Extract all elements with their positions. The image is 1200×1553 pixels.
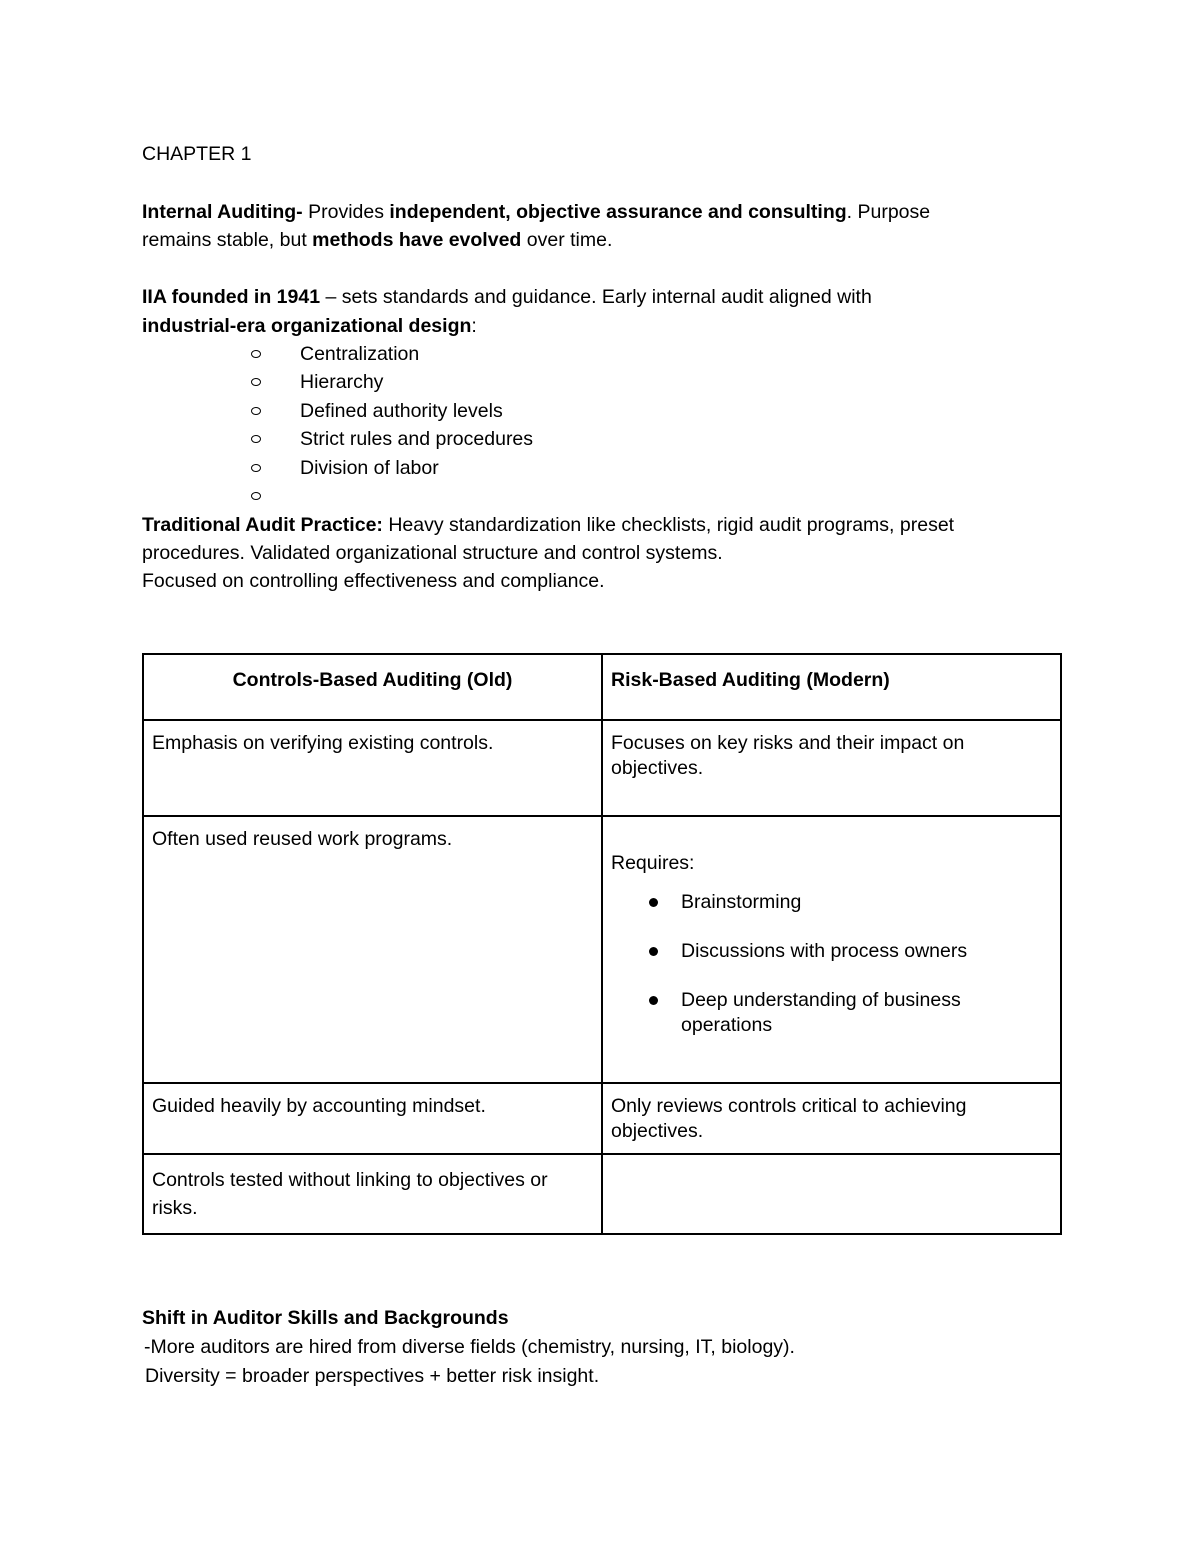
hollow-bullet-icon [251, 407, 261, 415]
hollow-bullet-icon [251, 435, 261, 443]
header-modern: Risk-Based Auditing (Modern) [602, 654, 1061, 720]
traditional-term: Traditional Audit Practice: [142, 514, 383, 536]
text-span: remains stable, but [142, 229, 313, 251]
shift-heading-text: Shift in Auditor Skills and Backgrounds [142, 1307, 509, 1329]
internal-auditing-line-2 [142, 226, 612, 254]
table-row [143, 1083, 1061, 1154]
list-item-text: Brainstorming [681, 891, 802, 913]
bold-span: independent, objective assurance and consulting [389, 201, 847, 223]
list-item [611, 890, 1052, 915]
shift-heading [142, 1304, 509, 1332]
iia-line-1 [142, 283, 872, 311]
shift-line-2: Diversity = broader perspectives + better risk insight. [145, 1365, 600, 1387]
iia-line-2 [142, 312, 477, 340]
bold-span: methods have evolved [312, 229, 522, 251]
comparison-table [142, 653, 1062, 1235]
text-span: – sets standards and guidance. Early internal audit aligned with [320, 286, 872, 308]
hollow-bullet-icon [251, 464, 261, 472]
cell-modern: Focuses on key risks and their impact on objectives. [602, 720, 1061, 816]
list-item-text: Hierarchy [300, 371, 384, 393]
text-span: Heavy standardization like checklists, rigid audit programs, preset [382, 514, 955, 536]
cell-modern [602, 816, 1061, 1083]
requires-label: Requires: [611, 852, 695, 874]
list-item-text: Strict rules and procedures [300, 428, 534, 450]
text-span: : [471, 315, 477, 337]
shift-line-1: -More auditors are hired from diverse fields (chemistry, nursing, IT, biology). [144, 1336, 795, 1358]
text-span: over time. [521, 229, 613, 251]
list-item-text: Division of labor [300, 457, 439, 479]
cell-old: Guided heavily by accounting mindset. [143, 1083, 602, 1154]
header-old: Controls-Based Auditing (Old) [143, 654, 602, 720]
list-item [611, 939, 1052, 964]
table-row [143, 720, 1061, 816]
internal-auditing-line-1 [142, 198, 930, 226]
list-item-text: Defined authority levels [300, 400, 503, 422]
list-item-text: Discussions with process owners [681, 940, 968, 962]
iia-founded-term: IIA founded in 1941 [142, 286, 321, 308]
text-span: . Purpose [846, 201, 931, 223]
cell-old: Emphasis on verifying existing controls. [143, 720, 602, 816]
cell-modern [602, 1154, 1061, 1234]
internal-auditing-term: Internal Auditing- [142, 201, 303, 223]
traditional-line-1 [142, 511, 954, 539]
bullet-icon [649, 947, 658, 956]
bullet-icon [649, 898, 658, 907]
industrial-era-term: industrial-era organizational design [142, 315, 472, 337]
requires-list [611, 890, 1052, 1038]
hollow-bullet-icon [251, 350, 261, 358]
cell-old: Controls tested without linking to objectives or risks. [143, 1154, 602, 1234]
chapter-title: CHAPTER 1 [142, 143, 252, 165]
text-span: Provides [302, 201, 390, 223]
table-header-row [143, 654, 1061, 720]
traditional-line-3: Focused on controlling effectiveness and compliance. [142, 570, 605, 592]
bullet-icon [649, 996, 658, 1005]
cell-modern: Only reviews controls critical to achieving objectives. [602, 1083, 1061, 1154]
hollow-bullet-icon [251, 492, 261, 500]
list-item-text: Deep understanding of business operations [681, 989, 961, 1036]
table-row [143, 1154, 1061, 1234]
cell-old: Often used reused work programs. [143, 816, 602, 1083]
table-row [143, 816, 1061, 1083]
hollow-bullet-icon [251, 378, 261, 386]
list-item [611, 988, 1052, 1038]
list-item-text: Centralization [300, 343, 420, 365]
traditional-line-2: procedures. Validated organizational structure and control systems. [142, 542, 723, 564]
